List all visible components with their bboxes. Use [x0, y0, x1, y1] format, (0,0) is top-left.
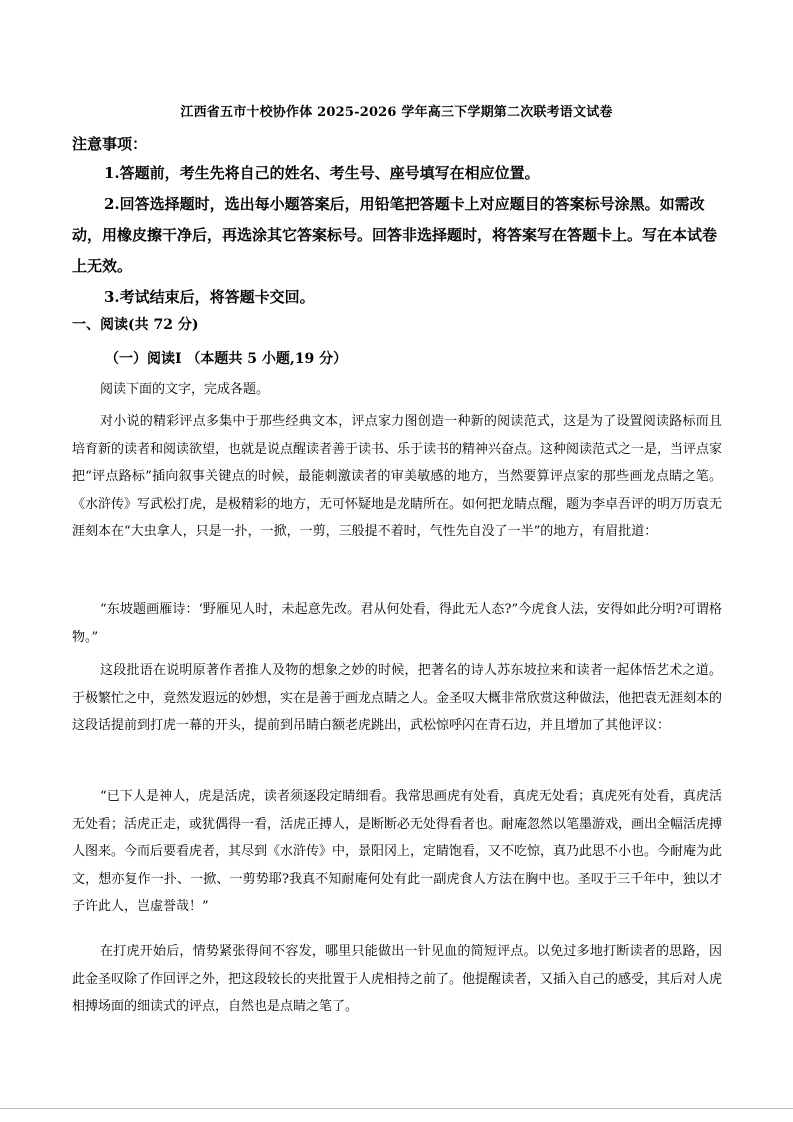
- exam-title: 江西省五市十校协作体 2025-2026 学年高三下学期第二次联考语文试卷: [180, 105, 613, 120]
- reading-quote: “已下人是神人，虎是活虎，读者须逐段定睛细看。我常思画虎有处看，真虎无处看；真虎死有处看，真虎活无处看；活虎正走，或犹偶得一看，活虎正搏人，是断断必无处得看者也。耐庵忽然以笔墨游戏，画出全幅活虎搏人图来。今而后要看虎者，其尽到《水浒传》中，景阳冈上，定睛饱看，又不吃惊，真乃此思不小也。今耐庵为此文，想亦复作一扑、一掀、一剪势耶?我真不知耐庵何处有此一副虎食人方法在胸中也。圣叹于三千年中，独以才子许此人，岂虚誉哉！”: [72, 789, 723, 914]
- page-bottom-divider: [0, 1108, 793, 1109]
- subsection-heading: （一）阅读Ⅰ （本题共 5 小题,19 分）: [105, 351, 348, 367]
- reading-paragraph: 在打虎开始后，情势紧张得间不容发，哪里只能做出一针见血的简短评点。以免过多地打断读者的思路，因此金圣叹除了作回评之外，把这段较长的夹批置于人虎相持之前了。他提醒读者，又插入自己的感受，其后对人虎相搏场面的细读式的评点，自然也是点睛之笔了。: [72, 944, 723, 1014]
- notice-item-2: 2.回答选择题时，选出每小题答案后，用铅笔把答题卡上对应题目的答案标号涂黑。如需改动，用橡皮擦干净后，再选涂其它答案标号。回答非选择题时，将答案写在答题卡上。写在本试卷上无效。: [72, 195, 718, 275]
- notice-item-3: 3.考试结束后，将答题卡交回。: [104, 288, 315, 306]
- notice-item-1: 1.答题前，考生先将自己的姓名、考生号、座号填写在相应位置。: [104, 164, 540, 182]
- reading-paragraph: 这段批语在说明原著作者推人及物的想象之妙的时候，把著名的诗人苏东坡拉来和读者一起体悟艺术之道。于极繁忙之中，竟然发遐远的妙想，实在是善于画龙点睛之人。金圣叹大概非常欣赏这种做法，他把袁无涯刻本的这段话提前到打虎一幕的开头，提前到吊睛白额老虎跳出，武松惊呼闪在青石边，并且增加了其他评议：: [72, 663, 723, 733]
- notice-heading: 注意事项：: [72, 135, 148, 153]
- reading-quote: “东坡题画雁诗：‘野雁见人时，未起意先改。君从何处看，得此无人态?”今虎食人法，安得如此分明?可谓格物。”: [72, 602, 722, 645]
- reading-instruction: 阅读下面的文字，完成各题。: [100, 382, 270, 397]
- section-heading: 一、阅读(共 72 分): [72, 317, 199, 333]
- reading-paragraph: 对小说的精彩评点多集中于那些经典文本，评点家力图创造一种新的阅读范式，这是为了设置阅读路标而且培育新的读者和阅读欲望，也就是说点醒读者善于读书、乐于读书的精神兴奋点。这种阅读范式之一是，当评点家把“评点路标”插向叙事关键点的时候，最能刺激读者的审美敏感的地方，当然要算评点家的那些画龙点睛之笔。《水浒传》写武松打虎，是极精彩的地方，无可怀疑地是龙睛所在。如何把龙睛点醒，题为李卓吾评的明万历袁无涯刻本在“大虫拿人，只是一扑，一掀，一剪，三般提不着时，气性先自没了一半”的地方，有眉批道：: [72, 414, 723, 539]
